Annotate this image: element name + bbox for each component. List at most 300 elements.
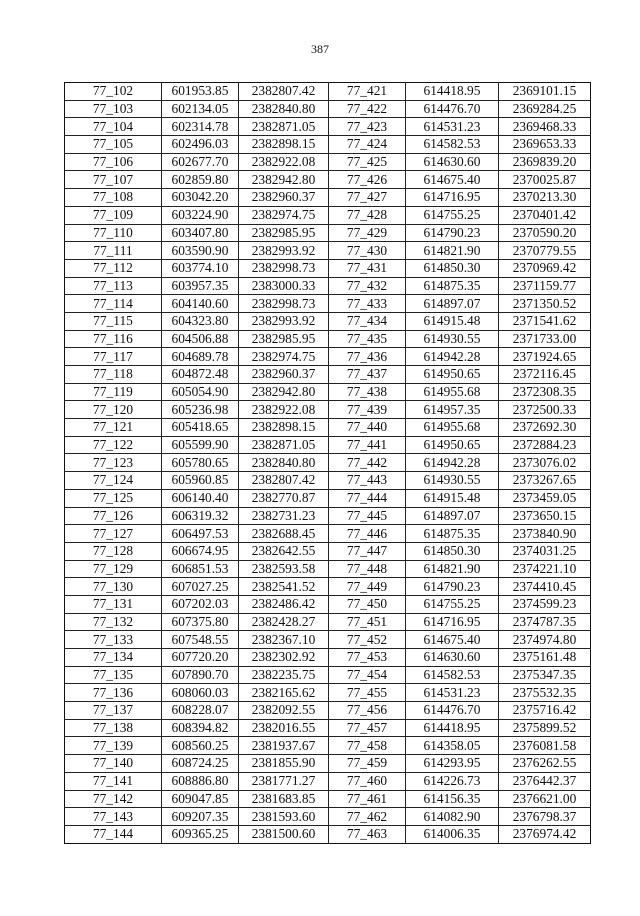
point-id-right: 77_427 — [329, 189, 406, 207]
x-right: 614821.90 — [406, 242, 499, 260]
y-left: 2382807.42 — [239, 472, 329, 490]
x-right: 614850.30 — [406, 259, 499, 277]
point-id-left: 77_139 — [65, 737, 162, 755]
table-row — [65, 118, 591, 136]
x-right: 614755.25 — [406, 595, 499, 613]
y-left: 2382993.92 — [239, 312, 329, 330]
point-id-left: 77_108 — [65, 189, 162, 207]
x-right: 614875.35 — [406, 277, 499, 295]
x-right: 614582.53 — [406, 136, 499, 154]
point-id-right: 77_458 — [329, 737, 406, 755]
x-left: 602134.05 — [162, 100, 239, 118]
y-left: 2382165.62 — [239, 684, 329, 702]
point-id-right: 77_421 — [329, 83, 406, 101]
point-id-right: 77_456 — [329, 702, 406, 720]
x-right: 614955.68 — [406, 383, 499, 401]
x-right: 614930.55 — [406, 472, 499, 490]
point-id-left: 77_143 — [65, 808, 162, 826]
y-left: 2382688.45 — [239, 525, 329, 543]
point-id-left: 77_118 — [65, 366, 162, 384]
table-row — [65, 100, 591, 118]
point-id-left: 77_113 — [65, 277, 162, 295]
y-left: 2382985.95 — [239, 224, 329, 242]
x-right: 614957.35 — [406, 401, 499, 419]
y-right: 2369839.20 — [499, 153, 591, 171]
y-right: 2370213.30 — [499, 189, 591, 207]
x-left: 607202.03 — [162, 595, 239, 613]
point-id-left: 77_132 — [65, 613, 162, 631]
point-id-right: 77_445 — [329, 507, 406, 525]
table-row — [65, 383, 591, 401]
table-row — [65, 737, 591, 755]
table-row — [65, 330, 591, 348]
y-right: 2372308.35 — [499, 383, 591, 401]
x-left: 608724.25 — [162, 755, 239, 773]
y-right: 2376621.00 — [499, 790, 591, 808]
point-id-left: 77_127 — [65, 525, 162, 543]
y-left: 2381683.85 — [239, 790, 329, 808]
point-id-left: 77_115 — [65, 312, 162, 330]
table-row — [65, 277, 591, 295]
point-id-left: 77_135 — [65, 666, 162, 684]
point-id-left: 77_121 — [65, 419, 162, 437]
x-left: 608886.80 — [162, 772, 239, 790]
point-id-right: 77_435 — [329, 330, 406, 348]
x-right: 614675.40 — [406, 171, 499, 189]
y-right: 2373267.65 — [499, 472, 591, 490]
x-left: 606319.32 — [162, 507, 239, 525]
y-right: 2371924.65 — [499, 348, 591, 366]
table-row — [65, 153, 591, 171]
x-right: 614476.70 — [406, 702, 499, 720]
point-id-left: 77_102 — [65, 83, 162, 101]
point-id-right: 77_447 — [329, 542, 406, 560]
y-left: 2382942.80 — [239, 171, 329, 189]
y-left: 2382960.37 — [239, 189, 329, 207]
x-left: 603590.90 — [162, 242, 239, 260]
y-right: 2374221.10 — [499, 560, 591, 578]
x-left: 608394.82 — [162, 719, 239, 737]
x-left: 609365.25 — [162, 825, 239, 843]
x-right: 614630.60 — [406, 649, 499, 667]
y-left: 2382974.75 — [239, 206, 329, 224]
x-left: 605236.98 — [162, 401, 239, 419]
point-id-right: 77_452 — [329, 631, 406, 649]
page-number: 387 — [311, 42, 329, 56]
point-id-left: 77_136 — [65, 684, 162, 702]
x-left: 607548.55 — [162, 631, 239, 649]
y-left: 2382898.15 — [239, 419, 329, 437]
x-right: 614897.07 — [406, 507, 499, 525]
x-right: 614755.25 — [406, 206, 499, 224]
point-id-left: 77_112 — [65, 259, 162, 277]
point-id-right: 77_440 — [329, 419, 406, 437]
y-left: 2382993.92 — [239, 242, 329, 260]
point-id-right: 77_425 — [329, 153, 406, 171]
point-id-right: 77_438 — [329, 383, 406, 401]
y-right: 2376442.37 — [499, 772, 591, 790]
point-id-left: 77_105 — [65, 136, 162, 154]
table-row — [65, 242, 591, 260]
x-left: 605960.85 — [162, 472, 239, 490]
y-right: 2371159.77 — [499, 277, 591, 295]
point-id-left: 77_111 — [65, 242, 162, 260]
x-left: 608560.25 — [162, 737, 239, 755]
x-left: 607375.80 — [162, 613, 239, 631]
point-id-right: 77_448 — [329, 560, 406, 578]
x-right: 614790.23 — [406, 578, 499, 596]
y-right: 2375532.35 — [499, 684, 591, 702]
y-left: 2382871.05 — [239, 118, 329, 136]
point-id-left: 77_141 — [65, 772, 162, 790]
table-row — [65, 224, 591, 242]
point-id-left: 77_138 — [65, 719, 162, 737]
point-id-left: 77_130 — [65, 578, 162, 596]
point-id-left: 77_119 — [65, 383, 162, 401]
table-row — [65, 755, 591, 773]
point-id-right: 77_453 — [329, 649, 406, 667]
y-right: 2375347.35 — [499, 666, 591, 684]
point-id-right: 77_450 — [329, 595, 406, 613]
point-id-left: 77_116 — [65, 330, 162, 348]
x-right: 614716.95 — [406, 189, 499, 207]
point-id-right: 77_439 — [329, 401, 406, 419]
table-row — [65, 808, 591, 826]
point-id-right: 77_434 — [329, 312, 406, 330]
x-left: 601953.85 — [162, 83, 239, 101]
x-left: 603042.20 — [162, 189, 239, 207]
y-left: 2381500.60 — [239, 825, 329, 843]
y-left: 2382840.80 — [239, 100, 329, 118]
y-right: 2370590.20 — [499, 224, 591, 242]
table-row — [65, 578, 591, 596]
table-row — [65, 206, 591, 224]
point-id-right: 77_436 — [329, 348, 406, 366]
table-row — [65, 719, 591, 737]
table-row — [65, 560, 591, 578]
x-left: 603407.80 — [162, 224, 239, 242]
point-id-left: 77_117 — [65, 348, 162, 366]
point-id-left: 77_107 — [65, 171, 162, 189]
y-left: 2382428.27 — [239, 613, 329, 631]
x-right: 614821.90 — [406, 560, 499, 578]
point-id-right: 77_462 — [329, 808, 406, 826]
table-row — [65, 525, 591, 543]
x-right: 614950.65 — [406, 436, 499, 454]
x-right: 614418.95 — [406, 83, 499, 101]
table-row — [65, 436, 591, 454]
y-left: 2382898.15 — [239, 136, 329, 154]
point-id-right: 77_429 — [329, 224, 406, 242]
table-row — [65, 83, 591, 101]
table-row — [65, 772, 591, 790]
x-right: 614226.73 — [406, 772, 499, 790]
y-right: 2370969.42 — [499, 259, 591, 277]
point-id-right: 77_432 — [329, 277, 406, 295]
point-id-right: 77_424 — [329, 136, 406, 154]
y-left: 2382302.92 — [239, 649, 329, 667]
point-id-left: 77_125 — [65, 489, 162, 507]
point-id-right: 77_455 — [329, 684, 406, 702]
x-left: 606674.95 — [162, 542, 239, 560]
x-right: 614930.55 — [406, 330, 499, 348]
y-right: 2375716.42 — [499, 702, 591, 720]
y-right: 2373076.02 — [499, 454, 591, 472]
point-id-left: 77_103 — [65, 100, 162, 118]
table-row — [65, 472, 591, 490]
x-left: 607720.20 — [162, 649, 239, 667]
x-left: 609207.35 — [162, 808, 239, 826]
table-row — [65, 702, 591, 720]
x-right: 614476.70 — [406, 100, 499, 118]
point-id-left: 77_133 — [65, 631, 162, 649]
x-right: 614293.95 — [406, 755, 499, 773]
x-right: 614630.60 — [406, 153, 499, 171]
y-right: 2372692.30 — [499, 419, 591, 437]
point-id-left: 77_106 — [65, 153, 162, 171]
point-id-right: 77_431 — [329, 259, 406, 277]
y-right: 2369101.15 — [499, 83, 591, 101]
point-id-left: 77_126 — [65, 507, 162, 525]
x-right: 614156.35 — [406, 790, 499, 808]
table-row — [65, 790, 591, 808]
point-id-left: 77_109 — [65, 206, 162, 224]
point-id-right: 77_454 — [329, 666, 406, 684]
x-right: 614955.68 — [406, 419, 499, 437]
y-right: 2369468.33 — [499, 118, 591, 136]
coordinates-table-body — [65, 83, 591, 844]
x-right: 614531.23 — [406, 118, 499, 136]
y-left: 2382541.52 — [239, 578, 329, 596]
y-right: 2375899.52 — [499, 719, 591, 737]
y-left: 2382092.55 — [239, 702, 329, 720]
point-id-left: 77_144 — [65, 825, 162, 843]
point-id-right: 77_430 — [329, 242, 406, 260]
y-left: 2383000.33 — [239, 277, 329, 295]
table-row — [65, 666, 591, 684]
point-id-left: 77_123 — [65, 454, 162, 472]
x-right: 614942.28 — [406, 454, 499, 472]
x-right: 614790.23 — [406, 224, 499, 242]
x-left: 607027.25 — [162, 578, 239, 596]
table-row — [65, 348, 591, 366]
point-id-right: 77_461 — [329, 790, 406, 808]
y-left: 2382235.75 — [239, 666, 329, 684]
y-right: 2371733.00 — [499, 330, 591, 348]
x-left: 605599.90 — [162, 436, 239, 454]
x-right: 614582.53 — [406, 666, 499, 684]
x-right: 614897.07 — [406, 295, 499, 313]
point-id-right: 77_451 — [329, 613, 406, 631]
table-row — [65, 136, 591, 154]
x-left: 607890.70 — [162, 666, 239, 684]
x-right: 614418.95 — [406, 719, 499, 737]
point-id-right: 77_449 — [329, 578, 406, 596]
x-left: 602859.80 — [162, 171, 239, 189]
x-left: 608228.07 — [162, 702, 239, 720]
x-right: 614850.30 — [406, 542, 499, 560]
x-left: 604506.88 — [162, 330, 239, 348]
point-id-right: 77_433 — [329, 295, 406, 313]
y-left: 2381937.67 — [239, 737, 329, 755]
point-id-right: 77_444 — [329, 489, 406, 507]
x-right: 614942.28 — [406, 348, 499, 366]
table-row — [65, 171, 591, 189]
table-row — [65, 489, 591, 507]
point-id-right: 77_457 — [329, 719, 406, 737]
y-left: 2382807.42 — [239, 83, 329, 101]
y-left: 2382985.95 — [239, 330, 329, 348]
x-left: 604872.48 — [162, 366, 239, 384]
point-id-left: 77_134 — [65, 649, 162, 667]
y-right: 2376081.58 — [499, 737, 591, 755]
x-left: 603774.10 — [162, 259, 239, 277]
x-right: 614358.05 — [406, 737, 499, 755]
table-row — [65, 454, 591, 472]
y-right: 2376262.55 — [499, 755, 591, 773]
point-id-right: 77_437 — [329, 366, 406, 384]
y-left: 2382974.75 — [239, 348, 329, 366]
table-row — [65, 401, 591, 419]
x-left: 605780.65 — [162, 454, 239, 472]
y-left: 2382642.55 — [239, 542, 329, 560]
x-left: 602314.78 — [162, 118, 239, 136]
table-row — [65, 595, 591, 613]
x-right: 614875.35 — [406, 525, 499, 543]
point-id-right: 77_441 — [329, 436, 406, 454]
table-row — [65, 312, 591, 330]
x-right: 614082.90 — [406, 808, 499, 826]
y-left: 2382486.42 — [239, 595, 329, 613]
x-left: 606140.40 — [162, 489, 239, 507]
y-left: 2382922.08 — [239, 401, 329, 419]
y-right: 2373650.15 — [499, 507, 591, 525]
y-right: 2370779.55 — [499, 242, 591, 260]
y-right: 2372500.33 — [499, 401, 591, 419]
table-row — [65, 825, 591, 843]
x-left: 604140.60 — [162, 295, 239, 313]
x-right: 614531.23 — [406, 684, 499, 702]
y-left: 2382922.08 — [239, 153, 329, 171]
table-row — [65, 419, 591, 437]
x-left: 605054.90 — [162, 383, 239, 401]
x-left: 604323.80 — [162, 312, 239, 330]
table-row — [65, 295, 591, 313]
y-left: 2382016.55 — [239, 719, 329, 737]
x-left: 602677.70 — [162, 153, 239, 171]
y-left: 2382840.80 — [239, 454, 329, 472]
point-id-right: 77_442 — [329, 454, 406, 472]
point-id-right: 77_446 — [329, 525, 406, 543]
table-row — [65, 631, 591, 649]
x-left: 609047.85 — [162, 790, 239, 808]
y-right: 2371541.62 — [499, 312, 591, 330]
point-id-left: 77_104 — [65, 118, 162, 136]
point-id-left: 77_124 — [65, 472, 162, 490]
y-right: 2374410.45 — [499, 578, 591, 596]
y-left: 2381771.27 — [239, 772, 329, 790]
x-right: 614006.35 — [406, 825, 499, 843]
y-left: 2381593.60 — [239, 808, 329, 826]
y-left: 2382770.87 — [239, 489, 329, 507]
y-right: 2374974.80 — [499, 631, 591, 649]
y-right: 2374787.35 — [499, 613, 591, 631]
y-right: 2373840.90 — [499, 525, 591, 543]
point-id-right: 77_459 — [329, 755, 406, 773]
point-id-left: 77_131 — [65, 595, 162, 613]
y-right: 2376974.42 — [499, 825, 591, 843]
x-left: 603224.90 — [162, 206, 239, 224]
y-right: 2372116.45 — [499, 366, 591, 384]
y-right: 2371350.52 — [499, 295, 591, 313]
x-left: 604689.78 — [162, 348, 239, 366]
y-right: 2374599.23 — [499, 595, 591, 613]
y-left: 2382942.80 — [239, 383, 329, 401]
table-row — [65, 649, 591, 667]
y-left: 2382593.58 — [239, 560, 329, 578]
x-right: 614915.48 — [406, 489, 499, 507]
point-id-left: 77_140 — [65, 755, 162, 773]
point-id-right: 77_443 — [329, 472, 406, 490]
x-left: 606851.53 — [162, 560, 239, 578]
y-right: 2376798.37 — [499, 808, 591, 826]
y-left: 2382731.23 — [239, 507, 329, 525]
x-left: 605418.65 — [162, 419, 239, 437]
y-left: 2382367.10 — [239, 631, 329, 649]
table-row — [65, 542, 591, 560]
y-left: 2382960.37 — [239, 366, 329, 384]
y-right: 2373459.05 — [499, 489, 591, 507]
point-id-right: 77_460 — [329, 772, 406, 790]
x-right: 614915.48 — [406, 312, 499, 330]
point-id-left: 77_120 — [65, 401, 162, 419]
y-right: 2370025.87 — [499, 171, 591, 189]
x-left: 602496.03 — [162, 136, 239, 154]
x-right: 614950.65 — [406, 366, 499, 384]
table-row — [65, 684, 591, 702]
point-id-right: 77_423 — [329, 118, 406, 136]
point-id-right: 77_426 — [329, 171, 406, 189]
x-left: 603957.35 — [162, 277, 239, 295]
point-id-right: 77_422 — [329, 100, 406, 118]
point-id-left: 77_122 — [65, 436, 162, 454]
point-id-left: 77_129 — [65, 560, 162, 578]
y-right: 2370401.42 — [499, 206, 591, 224]
y-right: 2375161.48 — [499, 649, 591, 667]
table-row — [65, 189, 591, 207]
y-left: 2382998.73 — [239, 295, 329, 313]
x-right: 614716.95 — [406, 613, 499, 631]
table-row — [65, 259, 591, 277]
point-id-left: 77_114 — [65, 295, 162, 313]
y-right: 2372884.23 — [499, 436, 591, 454]
point-id-left: 77_110 — [65, 224, 162, 242]
x-right: 614675.40 — [406, 631, 499, 649]
y-left: 2382998.73 — [239, 259, 329, 277]
y-right: 2369653.33 — [499, 136, 591, 154]
x-left: 608060.03 — [162, 684, 239, 702]
coordinates-table — [64, 82, 591, 844]
x-left: 606497.53 — [162, 525, 239, 543]
y-left: 2381855.90 — [239, 755, 329, 773]
point-id-left: 77_142 — [65, 790, 162, 808]
y-right: 2369284.25 — [499, 100, 591, 118]
table-row — [65, 366, 591, 384]
point-id-left: 77_137 — [65, 702, 162, 720]
y-right: 2374031.25 — [499, 542, 591, 560]
point-id-left: 77_128 — [65, 542, 162, 560]
table-row — [65, 507, 591, 525]
